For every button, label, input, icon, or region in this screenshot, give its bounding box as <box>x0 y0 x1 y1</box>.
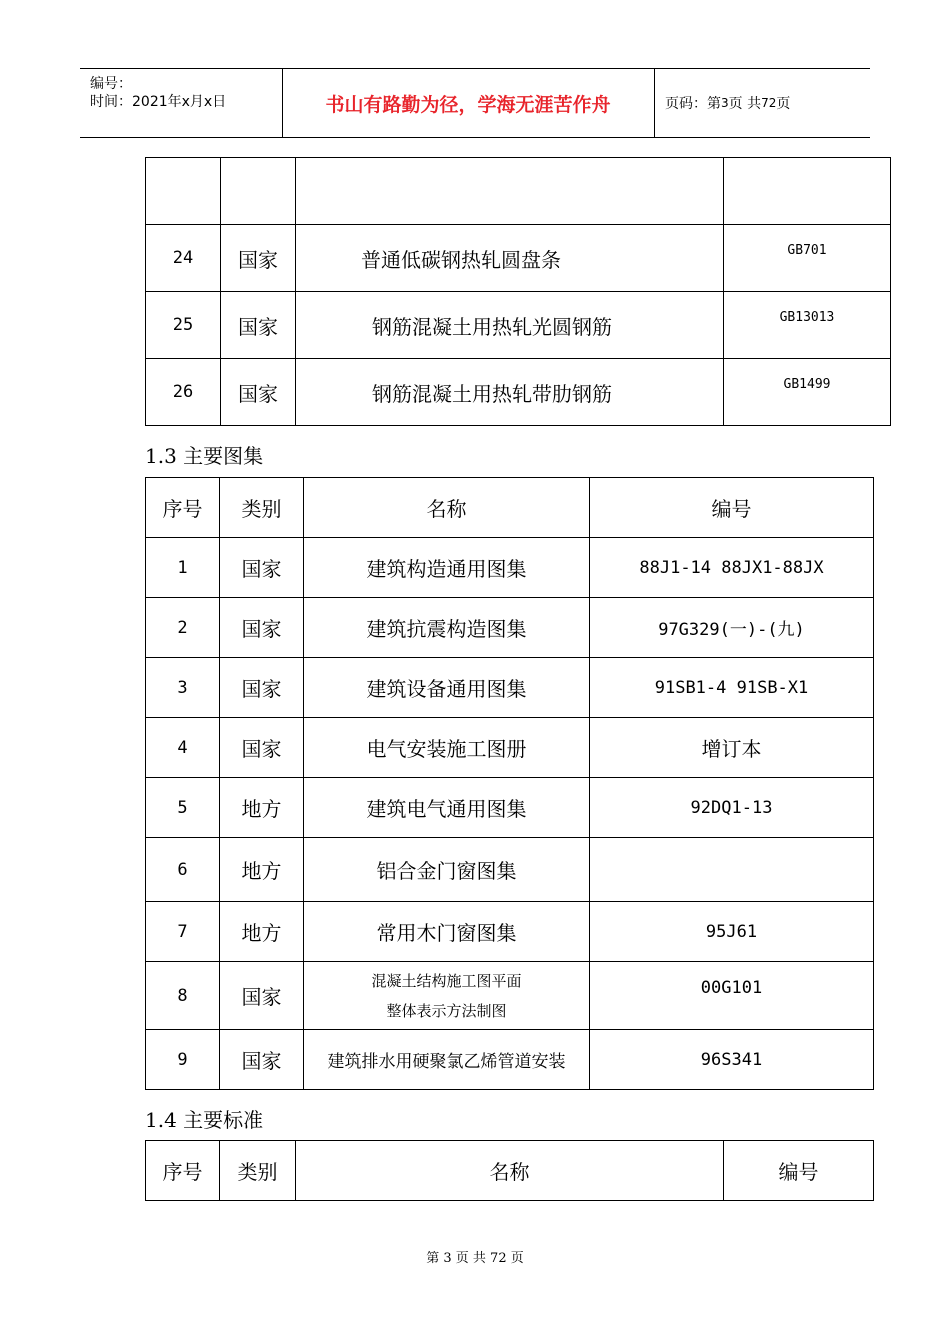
row-type: 国家 <box>220 658 304 718</box>
row-type: 国家 <box>220 598 304 658</box>
row-code: 92DQ1-13 <box>590 778 874 838</box>
row-no: 3 <box>146 658 220 718</box>
row-type: 国家 <box>220 1030 304 1090</box>
page-header <box>80 68 870 138</box>
row-no: 25 <box>146 292 221 359</box>
row-name: 电气安装施工图册 <box>304 718 590 778</box>
row-no: 7 <box>146 902 220 962</box>
row-name: 建筑抗震构造图集 <box>304 598 590 658</box>
row-no: 8 <box>146 962 220 1030</box>
table-header-row <box>146 1141 874 1201</box>
row-code <box>724 158 891 225</box>
row-name: 建筑设备通用图集 <box>304 658 590 718</box>
header-name: 名称 <box>296 1141 724 1201</box>
row-name: 普通低碳钢热轧圆盘条 <box>296 225 724 292</box>
table-row <box>146 718 874 778</box>
doc-number-label: 编号： <box>90 76 132 92</box>
table-row <box>146 902 874 962</box>
row-name: 常用木门窗图集 <box>304 902 590 962</box>
row-code: 95J61 <box>590 902 874 962</box>
row-type: 国家 <box>221 359 296 426</box>
row-no: 26 <box>146 359 221 426</box>
standards-table-continued <box>145 157 891 426</box>
row-name: 建筑排水用硬聚氯乙烯管道安装 <box>304 1030 590 1090</box>
page-total: 72 <box>761 96 777 110</box>
table-row <box>146 778 874 838</box>
page-mid: 页 共 <box>728 96 762 112</box>
page-footer: 第 3 页 共 72 页 <box>426 1251 524 1266</box>
table-header-row <box>146 478 874 538</box>
header-no: 序号 <box>146 478 220 538</box>
header-page-info <box>655 69 870 137</box>
row-type: 国家 <box>220 962 304 1030</box>
row-code: 96S341 <box>590 1030 874 1090</box>
row-code: 91SB1-4 91SB-X1 <box>590 658 874 718</box>
row-no: 24 <box>146 225 221 292</box>
row-type: 地方 <box>220 778 304 838</box>
standards-table <box>145 1140 874 1201</box>
table-row <box>146 225 891 292</box>
row-code: GB1499 <box>724 359 891 426</box>
header-no: 序号 <box>146 1141 220 1201</box>
row-name: 钢筋混凝土用热轧带肋钢筋 <box>296 359 724 426</box>
row-code <box>590 838 874 902</box>
header-type: 类别 <box>220 1141 296 1201</box>
row-name: 铝合金门窗图集 <box>304 838 590 902</box>
row-code: 88J1-14 88JX1-88JX <box>590 538 874 598</box>
row-no: 2 <box>146 598 220 658</box>
header-type: 类别 <box>220 478 304 538</box>
row-code: GB13013 <box>724 292 891 359</box>
header-code: 编号 <box>590 478 874 538</box>
table-row <box>146 658 874 718</box>
table-row <box>146 598 874 658</box>
page-end: 页 <box>776 96 791 112</box>
table-row <box>146 158 891 225</box>
header-motto: 书山有路勤为径，学海无涯苦作舟 <box>282 69 655 137</box>
row-name: 建筑构造通用图集 <box>304 538 590 598</box>
page-label: 页码：第 <box>665 96 721 112</box>
doc-time-label: 时间：2021年x月x日 <box>90 94 227 110</box>
row-no: 1 <box>146 538 220 598</box>
section-heading-standards: 1.4 主要标准 <box>145 1108 264 1132</box>
section-heading-atlas: 1.3 主要图集 <box>145 444 264 468</box>
row-type: 国家 <box>221 225 296 292</box>
row-code: 增订本 <box>590 718 874 778</box>
row-no: 6 <box>146 838 220 902</box>
table-row <box>146 962 874 1030</box>
row-no <box>146 158 221 225</box>
row-no: 9 <box>146 1030 220 1090</box>
row-name: 建筑电气通用图集 <box>304 778 590 838</box>
row-type: 国家 <box>220 718 304 778</box>
atlas-table <box>145 477 874 1090</box>
row-type: 国家 <box>220 538 304 598</box>
header-code: 编号 <box>724 1141 874 1201</box>
row-code: GB701 <box>724 225 891 292</box>
table-row <box>146 538 874 598</box>
row-name: 钢筋混凝土用热轧光圆钢筋 <box>296 292 724 359</box>
row-type <box>221 158 296 225</box>
table-row <box>146 838 874 902</box>
row-name <box>296 158 724 225</box>
page-current: 3 <box>721 96 729 110</box>
row-code: 00G101 <box>590 962 874 1030</box>
table-row <box>146 1030 874 1090</box>
header-meta <box>80 69 283 137</box>
table-row <box>146 359 891 426</box>
row-type: 地方 <box>220 902 304 962</box>
row-no: 4 <box>146 718 220 778</box>
row-name-line1: 混凝土结构施工图平面 <box>371 971 522 990</box>
row-type: 地方 <box>220 838 304 902</box>
row-name <box>304 962 590 1030</box>
table-row <box>146 292 891 359</box>
row-type: 国家 <box>221 292 296 359</box>
row-name-line2: 整体表示方法制图 <box>386 1001 507 1020</box>
row-code: 97G329(一)-(九) <box>590 598 874 658</box>
row-no: 5 <box>146 778 220 838</box>
header-name: 名称 <box>304 478 590 538</box>
